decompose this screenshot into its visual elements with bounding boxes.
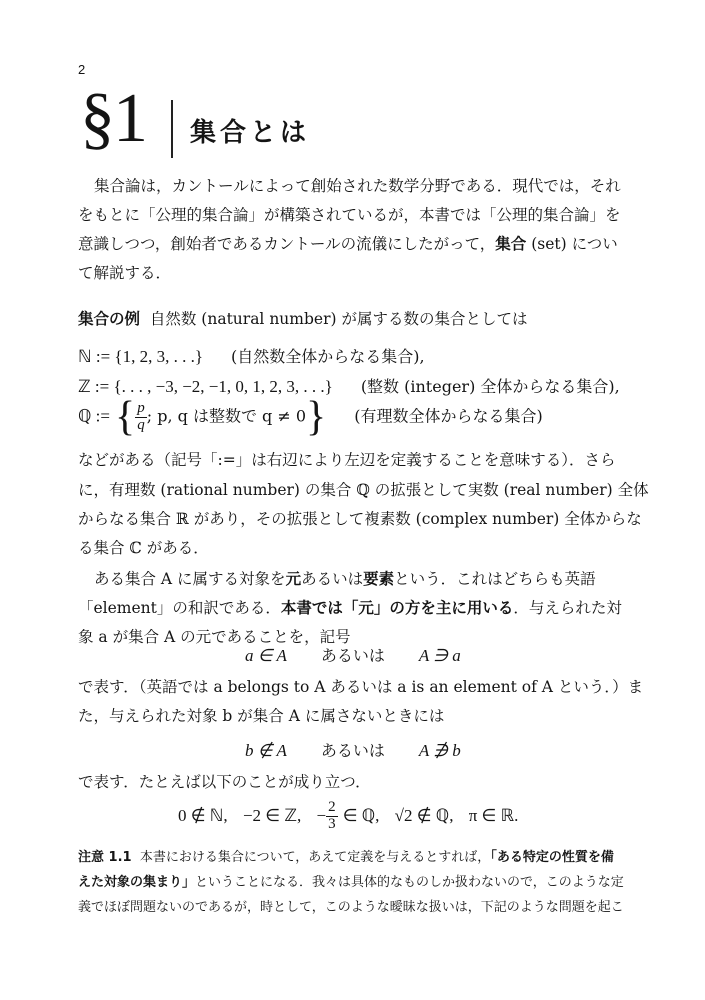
note-line-1: 注意 1.1 本書における集合について，あえて定義を与えるとすれば，「ある特定の性質を備 — [78, 850, 614, 865]
set-Q-note: (有理数全体からなる集合) — [354, 406, 543, 426]
para2-line-1: などがある（記号「:=」は右辺により左辺を定義することを意味する）．さら — [78, 451, 616, 469]
set-N-note: (自然数全体からなる集合), — [231, 347, 425, 366]
term-set: 集合 — [495, 235, 527, 253]
set-Z — [78, 374, 620, 397]
disp2-right: A ∌ b — [418, 741, 461, 760]
intro-line-3-text: 意識しつつ，創始者であるカントールの流儀にしたがって， — [78, 235, 496, 253]
intro-line-3 — [78, 235, 618, 254]
example-heading — [78, 310, 527, 329]
page-number: 2 — [78, 62, 86, 77]
disp2-left: b ∉ A — [245, 741, 287, 760]
set-N — [78, 344, 425, 367]
set-Q-cond: ; p, q は整数で q ≠ 0 — [146, 406, 307, 426]
para4-line-2: た，与えられた対象 b が集合 A に属さないときには — [78, 707, 445, 725]
fraction-p-q: $\frac{p}{q}$ — [137, 399, 145, 433]
section-title: 集合とは — [190, 118, 311, 148]
right-brace: } — [306, 394, 327, 440]
para4-line-1: で表す．（英語では a belongs to A あるいは a is an element of A という．）ま — [78, 678, 644, 696]
disp1-left: a ∈ A — [245, 646, 287, 665]
para5-line: で表す．たとえば以下のことが成り立つ． — [78, 773, 371, 791]
disp1-mid: あるいは — [320, 646, 385, 665]
intro-line-3-tail: (set) につい — [526, 235, 618, 253]
section-mark: §1 — [80, 80, 146, 157]
note-line-2: えた対象の集まり」ということになる．我々は具体的なものしか扱わないので，このような定 — [78, 875, 624, 890]
set-Q — [78, 396, 543, 438]
set-Z-formula: ℤ := {. . . , −3, −2, −1, 0, 1, 2, 3, . . .} — [78, 377, 333, 396]
disp1-right: A ∋ a — [418, 646, 461, 665]
note-label: 注意 1.1 — [78, 850, 132, 865]
para2-line-2: に，有理数 (rational number) の集合 ℚ の拡張として実数 (real number) 全体 — [78, 481, 649, 499]
set-Z-note: (整数 (integer) 全体からなる集合), — [360, 377, 620, 396]
display-examples: 0 ∉ ℕ, −2 ∈ ℤ, − $\frac{2}{3}$ ∈ ℚ, √2 ∉ ℚ, π ∈ ℝ. — [178, 799, 519, 832]
para2-line-4: る集合 ℂ がある． — [78, 539, 209, 557]
example-heading-bold: 集合の例 — [78, 310, 141, 328]
para3-line-2: 「element」の和訳である．本書では「元」の方を主に用いる．与えられた対 — [78, 599, 622, 617]
intro-line-2: をもとに「公理的集合論」が構築されているが，本書では「公理的集合論」を — [78, 206, 621, 224]
display-nonmembership — [245, 738, 461, 761]
term-youso: 要素 — [363, 570, 395, 588]
para3-line-3: 象 a が集合 A の元であることを，記号 — [78, 628, 351, 646]
set-N-formula: ℕ := {1, 2, 3, . . .} — [78, 347, 203, 366]
fraction-2-3: $\frac{2}{3}$ — [328, 799, 336, 832]
para3-line-1: ある集合 A に属する対象を元あるいは要素という．これはどちらも英語 — [94, 570, 596, 588]
intro-line-4: て解説する． — [78, 264, 172, 282]
left-brace: { — [115, 394, 136, 440]
note-line-3: 義でほぼ問題ないのであるが，時として，このような曖昧な扱いは，下記のような問題を起こ — [78, 900, 624, 915]
section-divider — [171, 100, 173, 158]
emphasis-gen: 本書では「元」の方を主に用いる — [280, 599, 514, 617]
intro-line-1: 集合論は，カントールによって創始された数学分野である．現代では，それ — [94, 177, 621, 195]
example-heading-text: 自然数 (natural number) が属する数の集合としては — [149, 310, 528, 328]
disp2-mid: あるいは — [320, 741, 385, 760]
para2-line-3: からなる集合 ℝ があり，その拡張として複素数 (complex number) 全体からな — [78, 510, 642, 528]
term-gen: 元 — [285, 570, 302, 588]
set-Q-lhs: ℚ := — [78, 406, 110, 426]
display-membership — [245, 643, 461, 666]
